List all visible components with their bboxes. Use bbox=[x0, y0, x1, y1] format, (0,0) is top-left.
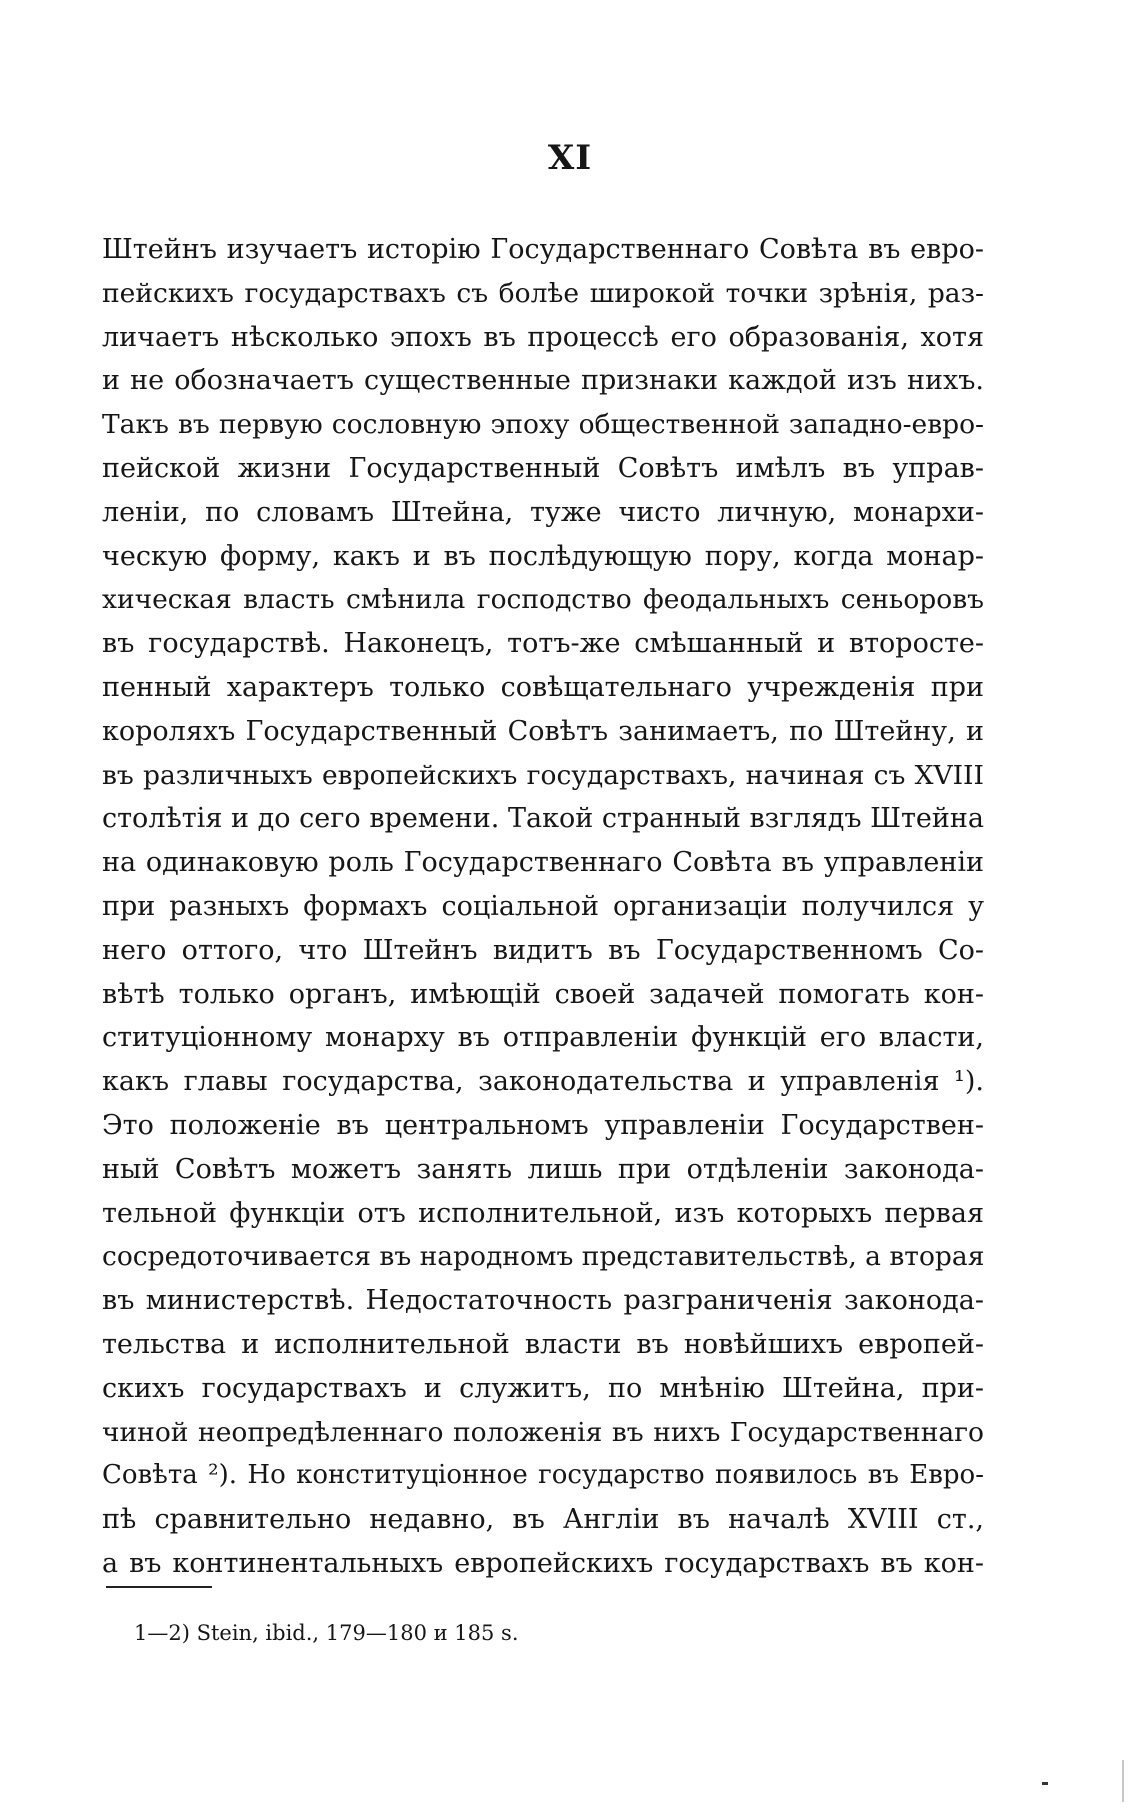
text-line: Совѣта ²). Но конституціонное государство появилось въ Евро- bbox=[102, 1460, 984, 1491]
text-line: ный Совѣтъ можетъ занять лишь при отдѣленіи законода- bbox=[102, 1153, 984, 1185]
text-line: столѣтія и до сего времени. Такой странный взглядъ Штейна bbox=[102, 803, 984, 835]
text-line: короляхъ Государственный Совѣтъ занимаетъ, по Штейну, и bbox=[102, 715, 984, 747]
body-text bbox=[102, 228, 984, 1586]
text-line: Штейнъ изучаетъ исторію Государственнаго Совѣта въ евро- bbox=[102, 234, 984, 265]
footnote: 1—2) Stein, ibid., 179—180 и 185 s. bbox=[134, 1621, 519, 1645]
text-line: и не обозначаетъ существенные признаки каждой изъ нихъ. bbox=[102, 365, 984, 397]
text-line: тельной функціи отъ исполнительной, изъ которыхъ первая bbox=[102, 1197, 984, 1229]
scan-speck bbox=[1042, 1782, 1048, 1785]
page-number: XI bbox=[547, 138, 593, 178]
text-line: пейскихъ государствахъ съ болѣе широкой точки зрѣнія, раз- bbox=[102, 277, 984, 309]
text-line: ческую форму, какъ и въ послѣдующую пору, когда монар- bbox=[102, 540, 984, 572]
text-line: тельства и исполнительной власти въ новѣйшихъ европей- bbox=[102, 1328, 984, 1360]
text-line: на одинаковую роль Государственнаго Совѣта въ управленіи bbox=[102, 847, 984, 879]
text-line: пейской жизни Государственный Совѣтъ имѣлъ въ управ- bbox=[102, 452, 984, 484]
text-line: чиной неопредѣленнаго положенія въ нихъ Государственнаго bbox=[102, 1416, 984, 1448]
text-line: скихъ государствахъ и служитъ, по мнѣнію Штейна, при- bbox=[102, 1372, 984, 1404]
text-line: въ государствѣ. Наконецъ, тотъ-же смѣшанный и второсте- bbox=[102, 628, 984, 660]
text-line: сосредоточивается въ народномъ представительствѣ, а вторая bbox=[102, 1241, 985, 1273]
text-line: въ различныхъ европейскихъ государствахъ, начиная съ XVIII bbox=[102, 759, 984, 791]
text-line: при разныхъ формахъ соціальной организаціи получился у bbox=[102, 890, 984, 922]
text-line: ституціонному монарху въ отправленіи функцій его власти, bbox=[102, 1022, 984, 1054]
text-line: Это положеніе въ центральномъ управленіи Государствен- bbox=[102, 1109, 984, 1141]
text-line: пѣ сравнительно недавно, въ Англіи въ началѣ XVIII ст., bbox=[102, 1504, 984, 1536]
text-line: Такъ въ первую сословную эпоху общественной западно-евро- bbox=[102, 409, 984, 441]
text-line: въ министерствѣ. Недостаточность разграниченія законода- bbox=[102, 1285, 984, 1317]
text-line: а въ континентальныхъ европейскихъ государствахъ въ кон- bbox=[102, 1547, 984, 1579]
footnote-rule bbox=[106, 1586, 212, 1588]
text-line: пенный характеръ только совѣщательнаго учрежденія при bbox=[102, 671, 984, 703]
text-line: какъ главы государства, законодательства и управленія ¹). bbox=[102, 1066, 984, 1098]
text-line: него оттого, что Штейнъ видитъ въ Государственномъ Со- bbox=[102, 934, 984, 966]
page-edge-mark bbox=[1122, 1760, 1124, 1802]
text-line: вѣтѣ только органъ, имѣющій своей задачей помогать кон- bbox=[102, 978, 984, 1010]
text-line: хическая власть смѣнила господство феодальныхъ сеньоровъ bbox=[102, 584, 984, 616]
text-line: личаетъ нѣсколько эпохъ въ процессѣ его образованія, хотя bbox=[102, 321, 984, 353]
text-line: леніи, по словамъ Штейна, туже чисто личную, монархи- bbox=[102, 496, 984, 528]
